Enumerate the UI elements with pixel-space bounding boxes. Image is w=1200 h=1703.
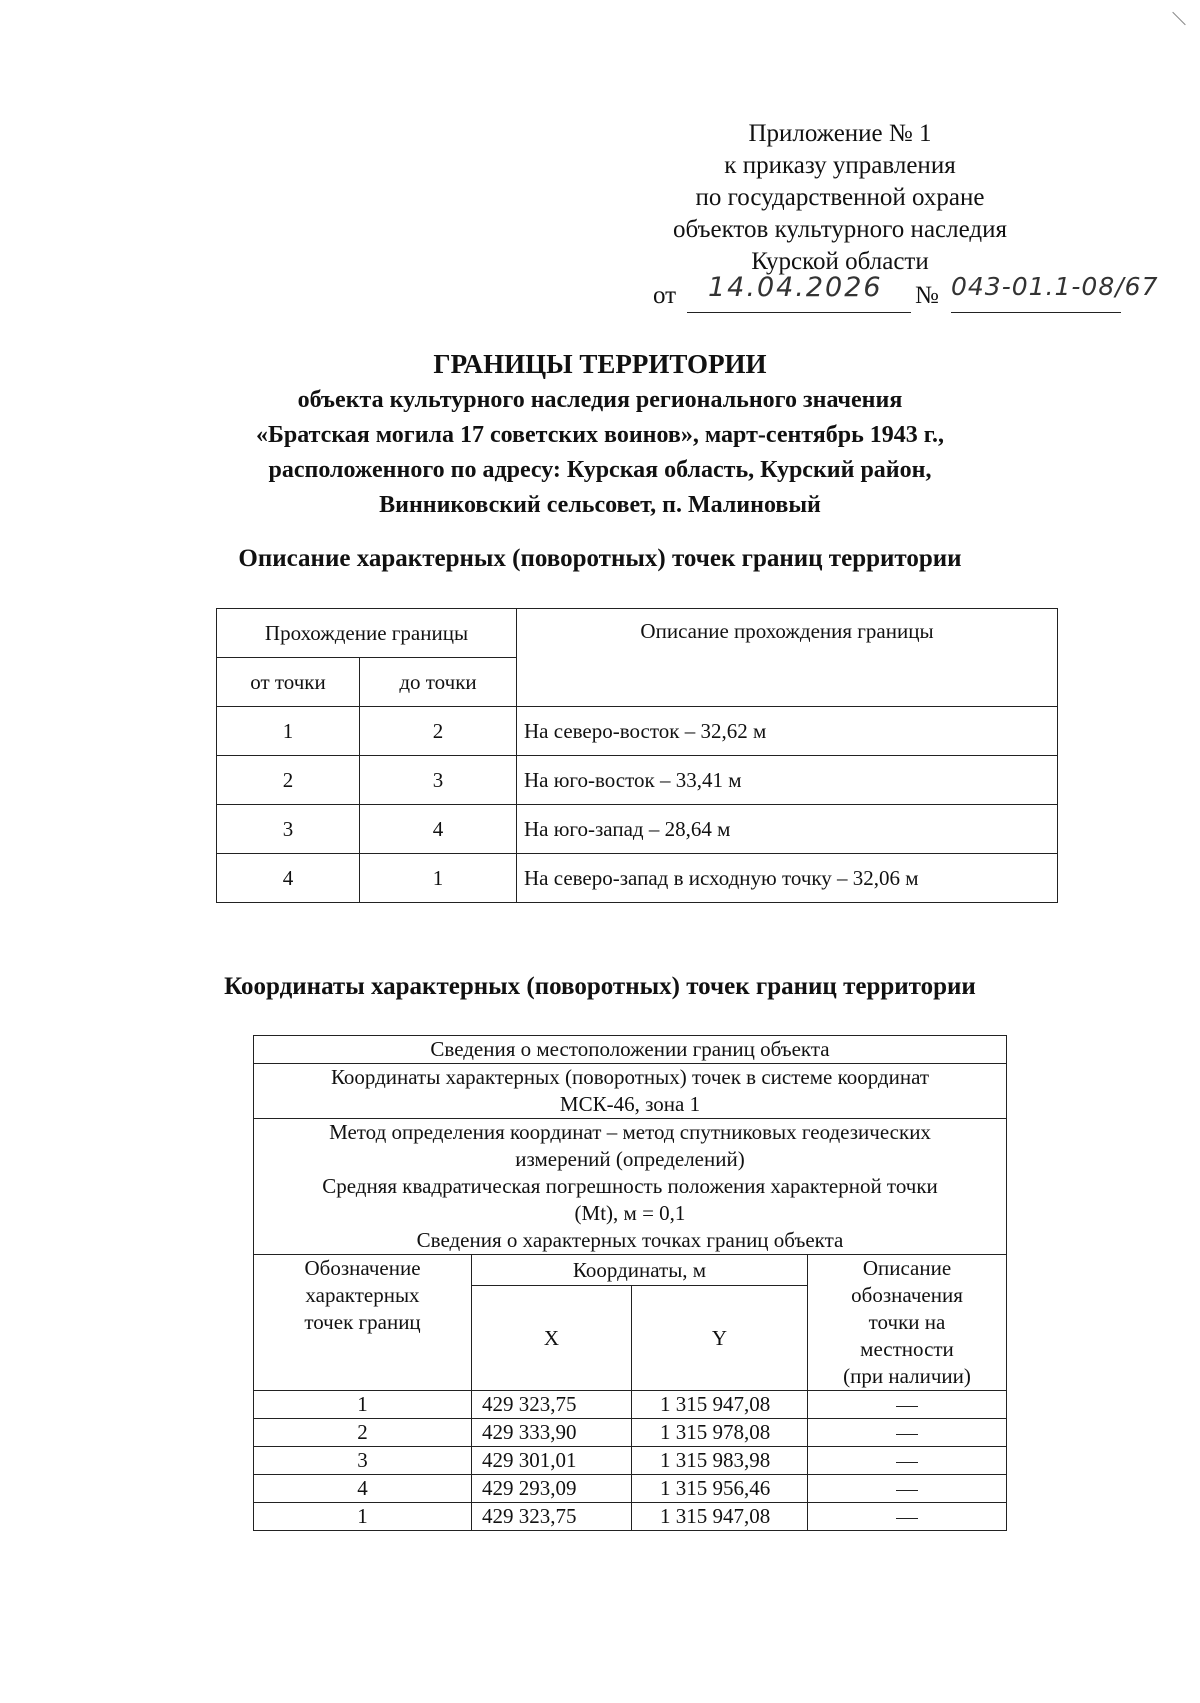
header-point	[254, 1255, 472, 1391]
cell-desc: На юго-восток – 33,41 м	[517, 756, 1058, 805]
cell-point: 1	[254, 1391, 472, 1419]
title-main: ГРАНИЦЫ ТЕРРИТОРИИ	[433, 349, 767, 379]
cell-description	[808, 1503, 1007, 1531]
title-line: объекта культурного наследия регионального значения	[297, 387, 903, 413]
dash-mark	[896, 1490, 918, 1491]
table-row	[217, 756, 1058, 805]
cell-x: 429 323,75	[472, 1503, 632, 1531]
cell-to: 4	[360, 805, 517, 854]
date-prefix: от	[653, 282, 677, 309]
appendix-line: объектов культурного наследия	[673, 216, 1007, 243]
header-desc-line: точки на	[868, 1310, 946, 1334]
header-description: Описание прохождения границы	[517, 609, 1058, 707]
header-desc-line: (при наличии)	[843, 1364, 971, 1388]
cell-y: 1 315 983,98	[632, 1447, 808, 1475]
method-line: (Mt), м = 0,1	[574, 1201, 686, 1225]
title-line: расположенного по адресу: Курская область, Курский район,	[268, 457, 932, 483]
cell-point: 2	[254, 1419, 472, 1447]
scan-mark	[1172, 12, 1185, 25]
table-row	[254, 1447, 1007, 1475]
cell-desc: На северо-запад в исходную точку – 32,06 м	[517, 854, 1058, 903]
method-info	[254, 1119, 1007, 1255]
table-row	[217, 854, 1058, 903]
cell-to: 2	[360, 707, 517, 756]
cell-desc: На северо-восток – 32,62 м	[517, 707, 1058, 756]
appendix-line: Курской области	[751, 248, 929, 275]
cell-desc: На юго-запад – 28,64 м	[517, 805, 1058, 854]
table-row	[254, 1419, 1007, 1447]
header-desc-line: местности	[860, 1337, 954, 1361]
cell-x: 429 323,75	[472, 1391, 632, 1419]
table-row	[254, 1475, 1007, 1503]
number-underline	[951, 312, 1121, 313]
dash-mark	[896, 1518, 918, 1519]
table-row	[217, 707, 1058, 756]
header-point-line: характерных	[305, 1283, 420, 1307]
method-line: Сведения о характерных точках границ объекта	[416, 1228, 844, 1252]
cell-x: 429 293,09	[472, 1475, 632, 1503]
appendix-header	[640, 118, 1040, 278]
header-coordinates: Координаты, м	[472, 1255, 808, 1286]
cell-y: 1 315 956,46	[632, 1475, 808, 1503]
handwritten-date: 14.04.2026	[708, 272, 883, 303]
cell-point: 4	[254, 1475, 472, 1503]
dash-mark	[896, 1434, 918, 1435]
coordinates-table	[253, 1035, 1007, 1531]
cell-x: 429 333,90	[472, 1419, 632, 1447]
cell-y: 1 315 978,08	[632, 1419, 808, 1447]
info-title: Сведения о местоположении границ объекта	[254, 1036, 1007, 1064]
order-date-number	[653, 272, 1173, 318]
table-row	[217, 805, 1058, 854]
cell-from: 3	[217, 805, 360, 854]
header-point-line: точек границ	[304, 1310, 421, 1334]
cell-to: 3	[360, 756, 517, 805]
coord-system-line: МСК-46, зона 1	[559, 1092, 701, 1116]
header-x: X	[472, 1286, 632, 1391]
header-point-description	[808, 1255, 1007, 1391]
appendix-line: по государственной охране	[695, 184, 985, 211]
number-prefix: №	[915, 282, 939, 309]
date-underline	[687, 312, 911, 313]
header-y: Y	[632, 1286, 808, 1391]
header-passage: Прохождение границы	[217, 609, 517, 658]
header-point-line: Обозначение	[304, 1256, 421, 1280]
method-line: Средняя квадратическая погрешность положения характерной точки	[322, 1174, 938, 1198]
title-line: Винниковский сельсовет, п. Малиновый	[379, 492, 821, 518]
appendix-line: к приказу управления	[724, 152, 956, 179]
coord-system-line: Координаты характерных (поворотных) точек в системе координат	[330, 1065, 930, 1089]
header-desc-line: Описание	[862, 1256, 952, 1280]
cell-from: 2	[217, 756, 360, 805]
cell-x: 429 301,01	[472, 1447, 632, 1475]
cell-description	[808, 1391, 1007, 1419]
cell-description	[808, 1475, 1007, 1503]
cell-description	[808, 1419, 1007, 1447]
table-row	[254, 1391, 1007, 1419]
cell-y: 1 315 947,08	[632, 1503, 808, 1531]
section2-heading: Координаты характерных (поворотных) точек границ территории	[224, 973, 976, 1000]
title-line: «Братская могила 17 советских воинов», март-сентябрь 1943 г.,	[256, 422, 944, 448]
coord-system	[254, 1064, 1007, 1119]
section1-heading: Описание характерных (поворотных) точек границ территории	[238, 545, 962, 572]
cell-point: 3	[254, 1447, 472, 1475]
boundary-description-table	[216, 608, 1058, 903]
header-desc-line: обозначения	[851, 1283, 963, 1307]
handwritten-number: 043-01.1-08/67	[951, 272, 1159, 301]
cell-description	[808, 1447, 1007, 1475]
cell-from: 4	[217, 854, 360, 903]
method-line: измерений (определений)	[515, 1147, 745, 1171]
table-row	[254, 1503, 1007, 1531]
appendix-line: Приложение № 1	[748, 120, 932, 147]
dash-mark	[896, 1406, 918, 1407]
header-to: до точки	[360, 658, 517, 707]
dash-mark	[896, 1462, 918, 1463]
cell-y: 1 315 947,08	[632, 1391, 808, 1419]
cell-to: 1	[360, 854, 517, 903]
cell-from: 1	[217, 707, 360, 756]
document-title	[150, 345, 1050, 523]
header-from: от точки	[217, 658, 360, 707]
method-line: Метод определения координат – метод спутниковых геодезических	[329, 1120, 931, 1144]
cell-point: 1	[254, 1503, 472, 1531]
